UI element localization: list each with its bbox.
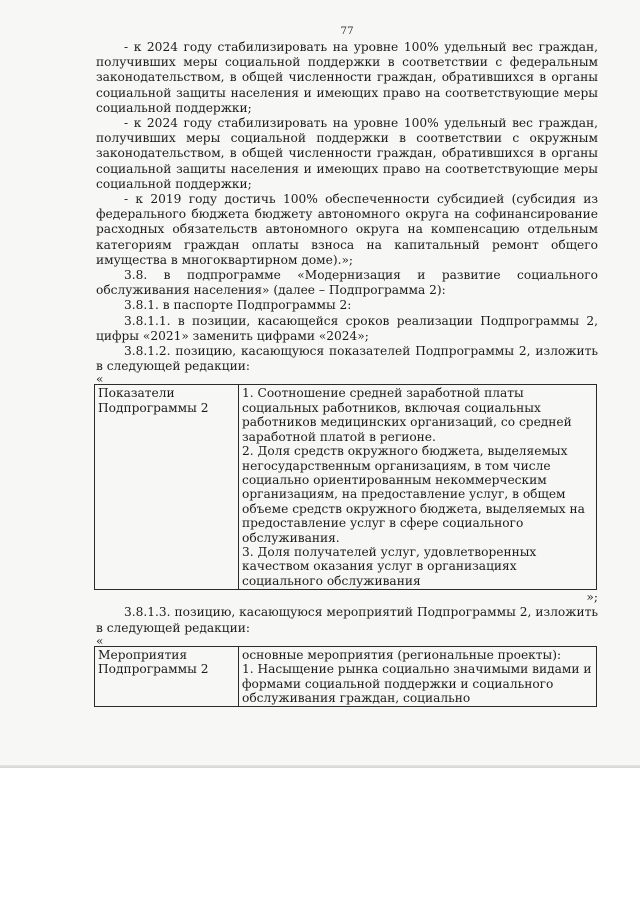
activity-item: 1. Насыщение рынка социально значимыми видами и формами социальной поддержки и социального обслуживания граждан, социально (242, 662, 592, 705)
activities-heading: основные мероприятия (региональные проекты): (242, 647, 562, 662)
page-number: 77 (340, 25, 354, 37)
paragraph-target-subsidy: - к 2019 году достичь 100% обеспеченности субсидией (субсидия из федерального бюджета бюджету автономного округа на софинансирование расходных обязательств автономного округа на компенсацию отдельным категориям граждан оплаты взноса на капитальный ремонт общего имущества в многоквартирном доме).»; (96, 192, 598, 267)
paragraph-indicators: 3.8.1.2. позицию, касающуюся показателей Подпрограммы 2, изложить в следующей редакции: (96, 344, 598, 374)
table-row (95, 385, 597, 590)
activities-values-cell (239, 646, 597, 707)
paragraph-passport: 3.8.1. в паспорте Подпрограммы 2: (124, 298, 352, 313)
indicator-item: 2. Доля средств окружного бюджета, выделяемых негосударственным организациям, в том числе социально ориентированным некоммерческим организациям, на предоставление услуг, в общем объеме средств окружного бюджета, выделяемых на предоставление услуг в сфере социального обслуживания. (242, 444, 585, 545)
paragraph-terms: 3.8.1.1. в позиции, касающейся сроков реализации Подпрограммы 2, цифры «2021» заменить цифрами «2024»; (96, 313, 598, 343)
paragraph-target-regional: - к 2024 году стабилизировать на уровне 100% удельный вес граждан, получивших меры социальной поддержки в соответствии с окружным законодательством, в общей численности граждан, обратившихся в органы социальной защиты населения и имеющих право на соответствующие меры социальной поддержки; (96, 116, 598, 191)
indicators-label-cell: Показатели Подпрограммы 2 (95, 385, 239, 590)
paragraph-subprogram-2: 3.8. в подпрограмме «Модернизация и развитие социального обслуживания населения» (далее – Подпрограмма 2): (96, 268, 598, 298)
quote-close-1: »; (586, 590, 598, 605)
indicators-table (94, 384, 597, 590)
paragraph-activities: 3.8.1.3. позицию, касающуюся мероприятий Подпрограммы 2, изложить в следующей редакции: (96, 605, 598, 635)
activities-label-cell: Мероприятия Подпрограммы 2 (95, 646, 239, 707)
indicators-values-cell (239, 385, 597, 590)
activities-table (94, 646, 597, 708)
indicator-item: 1. Соотношение средней заработной платы социальных работников, включая социальных работников медицинских организаций, со средней заработной платой в регионе. (242, 386, 572, 444)
quote-open-1: « (96, 372, 104, 387)
paragraph-target-federal: - к 2024 году стабилизировать на уровне 100% удельный вес граждан, получивших меры социальной поддержки в соответствии с федеральным законодательством, в общей численности граждан, обратившихся в органы социальной защиты населения и имеющих право на соответствующие меры социальной поддержки; (96, 40, 598, 115)
quote-open-2: « (96, 633, 104, 648)
indicator-item: 3. Доля получателей услуг, удовлетворенных качеством оказания услуг в организациях социального обслуживания (242, 544, 537, 588)
table-row (95, 646, 597, 707)
body-text (96, 40, 598, 707)
